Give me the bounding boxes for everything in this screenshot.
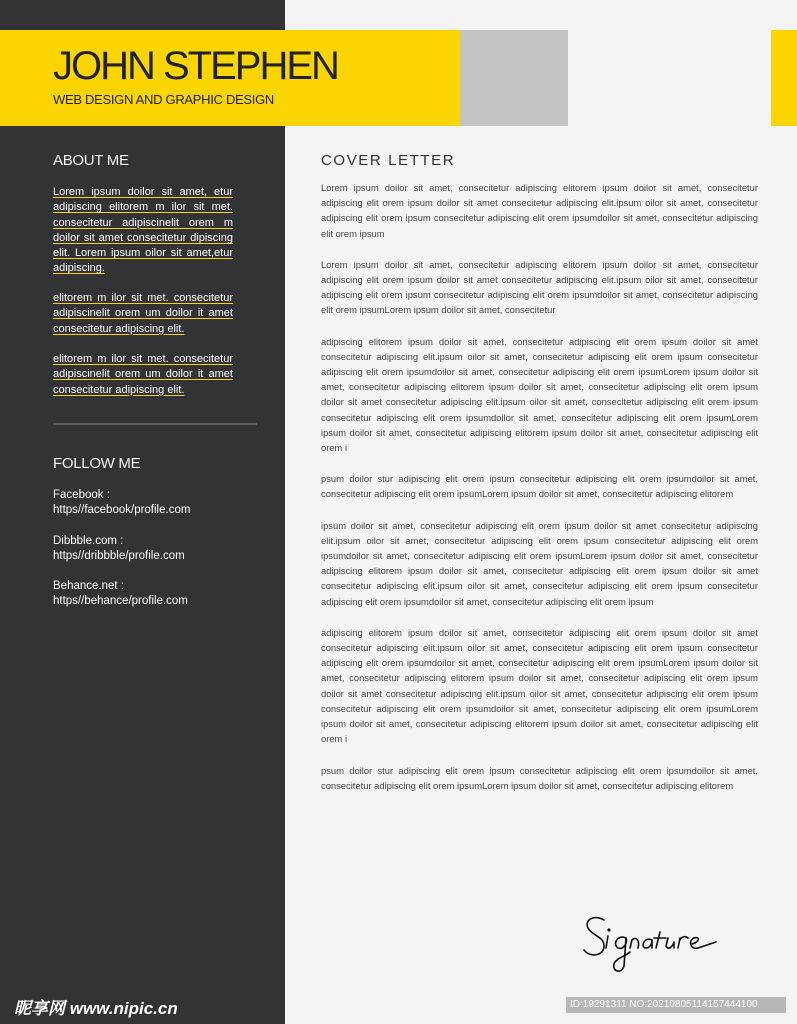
resume-name: JOHN STEPHEN — [53, 44, 338, 88]
signature-image — [582, 906, 758, 978]
follow-label: Facebook : — [53, 489, 110, 501]
watermark-logo: 昵享网 www.nipic.cn — [14, 999, 178, 1018]
follow-item-behance — [53, 579, 188, 609]
about-paragraph-2: elitorem m ilor sit met. consecitetur adipiscinelit orem um doilor it amet consecitetur adipiscing elit. — [53, 292, 233, 335]
cover-paragraph: Lorem ipsum doilor sit amet, consecitetur adipiscing elitorem ipsum doilor sit amet, consecitetur adipiscing elit orem ipsum doilor sit amet consecitetur adipiscing elit.ipsum oilor sit amet, consecitetur adipiscing elit orem ipsum consecitetur adipiscing elit orem ipsumdoilor sit amet, consecitetur adipiscing elit orem ipsumLorem ipsum doilor sit amet, consecitetur — [321, 258, 758, 316]
about-paragraph-1: Lorem ipsum doilor sit amet, etur adipiscing elitorem m ilor sit met. consecitetur adipiscinelit orem m doilor sit amet consecitetur dipiscing elit. Lorem ipsum oilor sit amet,etur adipiscing. — [53, 186, 233, 275]
dribbble-link[interactable]: https//dribbble/profile.com — [53, 550, 185, 562]
follow-item-dribbble — [53, 534, 185, 564]
cover-paragraph: adipiscing elitorem ipsum doilor sit amet, consecitetur adipiscing elit orem ipsum doilor sit amet consecitetur adipiscing elit.ipsum oilor sit amet, consecitetur adipiscing elit orem ipsum consecitetur adipiscing elit orem ipsumdoilor sit amet, consecitetur adipiscing elit orem ipsumLorem ipsum doilor sit amet, consecitetur adipiscing elitorem ipsum doilor sit amet, consecitetur adipiscing elit orem ipsum doilor sit amet consecitetur adipiscing elit.ipsum oilor sit amet, consecitetur adipiscing elit orem ipsum consecitetur adipiscing elit orem ipsumdoilor sit amet, consecitetur adipiscing elit orem ipsumLorem ipsum doilor sit amet, consecitetur adipiscing elitorem ipsum doilor sit amet, consecitetur adipiscing elit orem i — [321, 626, 758, 745]
facebook-link[interactable]: https//facebook/profile.com — [53, 504, 191, 516]
watermark-id: ID:19291311 NO:20210805114157444100 — [566, 997, 786, 1013]
about-paragraph-3: elitorem m ilor sit met. consecitetur adipiscinelit orem um doilor it amet consecitetur adipiscing elit. — [53, 353, 233, 396]
follow-label: Behance.net : — [53, 580, 124, 592]
cover-letter-body — [321, 180, 758, 809]
cover-paragraph: psum doilor stur adipiscing elit orem ipsum consecitetur adipiscing elit orem ipsumdoilor sit amet, consecitetur adipiscing elit orem ipsumLorem ipsum doilor sit amet, consecitetur adipiscing elitorem — [321, 764, 758, 791]
cover-paragraph: ipsum doilor sit amet, consecitetur adipiscing elit orem ipsum doilor sit amet consecitetur adipiscing elit.ipsum oilor sit amet, consecitetur adipiscing elit orem ipsum consecitetur adipiscing elit orem ipsumdoilor sit amet, consecitetur adipiscing elit orem ipsumLorem ipsum doilor sit amet, consecitetur adipiscing elitorem ipsum doilor sit amet, consecitetur adipiscing elit orem ipsum doilor sit amet consecitetur adipiscing elit.ipsum oilor sit amet, consecitetur adipiscing elit orem ipsum consecitetur adipiscing elit orem ipsumdoilor sit amet, consecitetur adipiscing elit orem ipsum — [321, 519, 758, 607]
behance-link[interactable]: https//behance/profile.com — [53, 595, 188, 607]
follow-title: FOLLOW ME — [53, 455, 141, 472]
cover-letter-title: COVER LETTER — [321, 152, 456, 169]
header-gray-block — [460, 30, 568, 126]
cover-paragraph: psum doilor stur adipiscing elit orem ipsum consecitetur adipiscing elit orem ipsumdoilor sit amet, consecitetur adipiscing elit orem ipsumLorem ipsum doilor sit amet, consecitetur adipiscing elitorem — [321, 473, 758, 500]
header-accent-strip — [771, 30, 797, 126]
about-title: ABOUT ME — [53, 152, 129, 169]
sidebar-divider — [53, 423, 257, 425]
cover-paragraph: Lorem ipsum doilor sit amet, consecitetur adipiscing elitorem ipsum doilor sit amet, consecitetur adipiscing elit orem ipsum doilor sit amet consecitetur adipiscing elit.ipsum oilor sit amet, consecitetur adipiscing elit orem ipsum consecitetur adipiscing elit orem ipsumdoilor sit amet, consecitetur adipiscing elit orem ipsum — [321, 182, 758, 239]
follow-item-facebook — [53, 488, 190, 518]
resume-role: WEB DESIGN AND GRAPHIC DESIGN — [53, 92, 275, 107]
follow-label: Dibbble.com : — [53, 535, 124, 547]
cover-paragraph: adipiscing elitorem ipsum doilor sit amet, consecitetur adipiscing elit orem ipsum doilor sit amet consecitetur adipiscing elit.ipsum oilor sit amet, consecitetur adipiscing elit orem ipsum consecitetur adipiscing elit orem ipsumdoilor sit amet, consecitetur adipiscing elit orem ipsumLorem ipsum doilor sit amet, consecitetur adipiscing elitorem ipsum doilor sit amet, consecitetur adipiscing elit orem ipsum doilor sit amet consecitetur adipiscing elit.ipsum oilor sit amet, consecitetur adipiscing elit orem ipsum consecitetur adipiscing elit orem ipsumdoilor sit amet, consecitetur adipiscing elit orem ipsumLorem ipsum doilor sit amet, consecitetur adipiscing elitorem ipsum doilor sit amet, consecitetur adipiscing elit orem i — [321, 335, 758, 454]
